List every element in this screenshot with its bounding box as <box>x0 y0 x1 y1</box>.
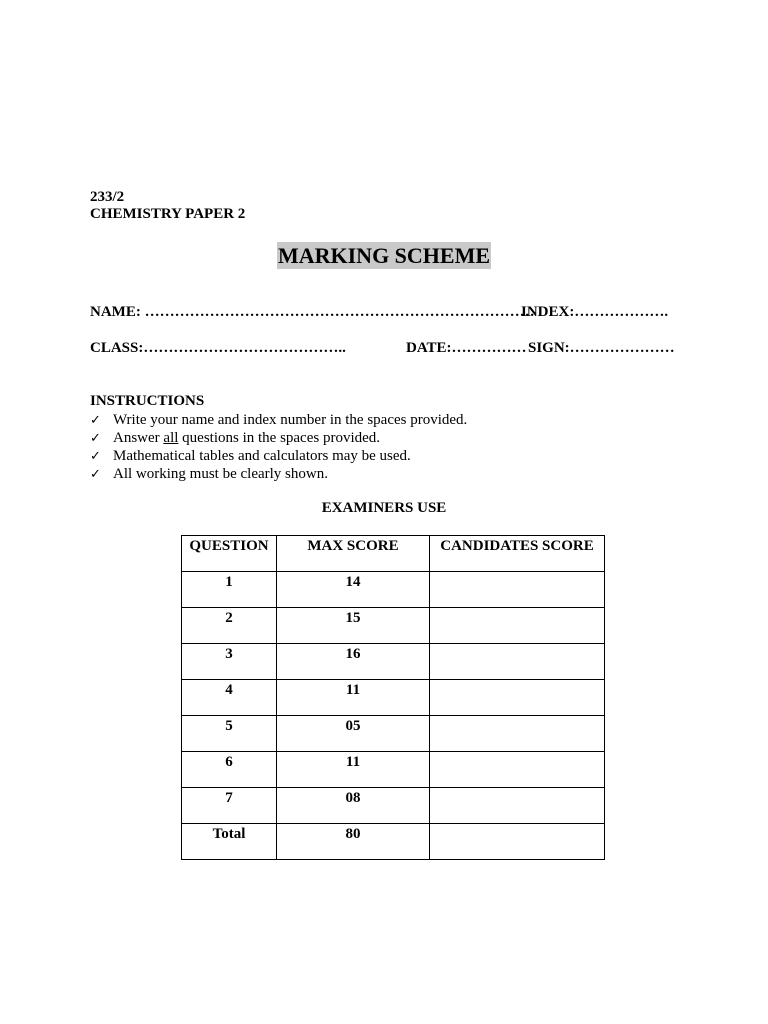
question-cell: 4 <box>182 680 277 716</box>
table-row <box>182 788 605 824</box>
index-field: INDEX:………………. <box>521 304 669 320</box>
table-row <box>182 752 605 788</box>
question-cell: 3 <box>182 644 277 680</box>
instruction-emphasis: all <box>163 430 179 446</box>
candidate-score-cell[interactable] <box>430 788 605 824</box>
table-row <box>182 644 605 680</box>
instructions-list <box>90 411 467 483</box>
max-score-cell: 15 <box>277 608 430 644</box>
question-cell: 6 <box>182 752 277 788</box>
instruction-item <box>90 429 467 447</box>
column-header-question: QUESTION <box>182 536 277 572</box>
class-field: CLASS:………………………………….. <box>90 340 346 356</box>
candidate-score-cell[interactable] <box>430 644 605 680</box>
instruction-text: All working must be clearly shown. <box>113 466 328 482</box>
checkmark-icon: ✓ <box>90 448 101 463</box>
instructions-heading: INSTRUCTIONS <box>90 393 205 409</box>
max-score-cell: 05 <box>277 716 430 752</box>
instruction-item <box>90 411 467 429</box>
paper-subject: CHEMISTRY PAPER 2 <box>90 206 246 222</box>
table-row <box>182 572 605 608</box>
table-row <box>182 608 605 644</box>
candidate-score-cell[interactable] <box>430 680 605 716</box>
paper-code: 233/2 <box>90 189 125 205</box>
table-row <box>182 716 605 752</box>
instruction-text-part: questions in the spaces provided. <box>178 430 381 446</box>
checkmark-icon: ✓ <box>90 466 101 481</box>
instruction-item <box>90 465 467 483</box>
column-header-max-score: MAX SCORE <box>277 536 430 572</box>
total-candidate-score-cell[interactable] <box>430 824 605 860</box>
table-row <box>182 680 605 716</box>
candidate-score-cell[interactable] <box>430 752 605 788</box>
candidate-score-cell[interactable] <box>430 716 605 752</box>
instruction-item <box>90 447 467 465</box>
checkmark-icon: ✓ <box>90 430 101 445</box>
instruction-text <box>113 429 380 447</box>
table-header-row <box>182 536 605 572</box>
question-cell: 7 <box>182 788 277 824</box>
instruction-text: Mathematical tables and calculators may be used. <box>113 448 411 464</box>
question-cell: 1 <box>182 572 277 608</box>
candidate-score-cell[interactable] <box>430 608 605 644</box>
max-score-cell: 11 <box>277 752 430 788</box>
date-field: DATE:…………… <box>406 340 527 356</box>
sign-field: SIGN:………………… <box>528 340 675 356</box>
title-container <box>0 242 768 269</box>
max-score-cell: 11 <box>277 680 430 716</box>
candidate-score-cell[interactable] <box>430 572 605 608</box>
max-score-cell: 16 <box>277 644 430 680</box>
total-max-score-cell: 80 <box>277 824 430 860</box>
column-header-candidates-score: CANDIDATES SCORE <box>430 536 605 572</box>
score-table <box>181 535 605 860</box>
name-field: NAME: …………………………………………………………………… <box>90 304 535 320</box>
max-score-cell: 14 <box>277 572 430 608</box>
examiners-use-heading: EXAMINERS USE <box>321 500 447 516</box>
instruction-text: Write your name and index number in the spaces provided. <box>113 412 468 428</box>
table-total-row <box>182 824 605 860</box>
question-cell: 5 <box>182 716 277 752</box>
checkmark-icon: ✓ <box>90 412 101 427</box>
max-score-cell: 08 <box>277 788 430 824</box>
total-label-cell: Total <box>182 824 277 860</box>
instruction-text-part: Answer <box>113 430 164 446</box>
question-cell: 2 <box>182 608 277 644</box>
page-title: MARKING SCHEME <box>277 243 491 268</box>
